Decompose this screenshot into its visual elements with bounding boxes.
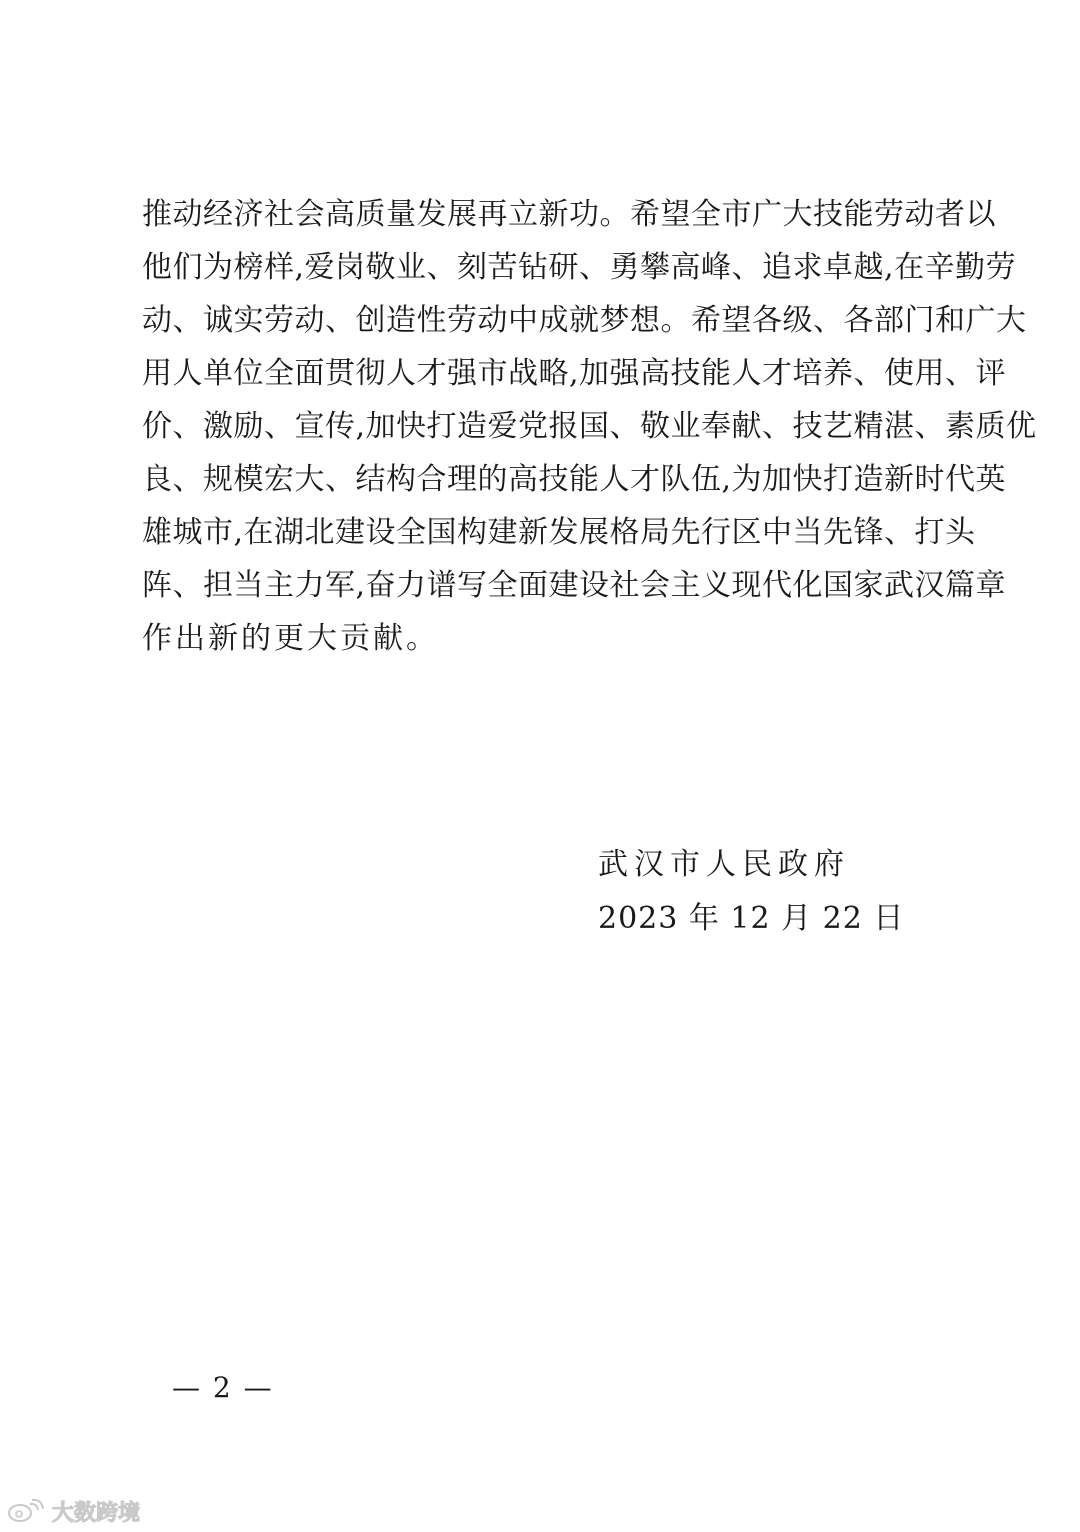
page-number: — 2 —	[172, 1371, 274, 1404]
body-line: 阵、担当主力军,奋力谱写全面建设社会主义现代化国家武汉篇章	[142, 568, 1007, 603]
body-line: 用人单位全面贯彻人才强市战略,加强高技能人才培养、使用、评	[142, 356, 1007, 391]
issuing-organization: 武汉市人民政府	[598, 847, 850, 882]
body-line: 推动经济社会高质量发展再立新功。希望全市广大技能劳动者以	[142, 197, 996, 232]
issue-date: 2023 年 12 月 22 日	[598, 901, 905, 936]
body-line-last: 作出新的更大贡献。	[142, 621, 439, 656]
weibo-style-logo-icon	[6, 1498, 46, 1524]
body-line: 价、激励、宣传,加快打造爱党报国、敬业奉献、技艺精湛、素质优	[142, 409, 1037, 444]
body-line: 他们为榜样,爱岗敬业、刻苦钻研、勇攀高峰、追求卓越,在辛勤劳	[142, 250, 1017, 285]
watermark-text: 大数跨境	[52, 1500, 141, 1526]
body-line: 雄城市,在湖北建设全国构建新发展格局先行区中当先锋、打头	[142, 515, 976, 550]
body-paragraph	[142, 188, 1037, 665]
body-line: 良、规模宏大、结构合理的高技能人才队伍,为加快打造新时代英	[142, 462, 1007, 497]
watermark	[6, 1496, 140, 1526]
signature-block	[598, 838, 905, 946]
body-line: 动、诚实劳动、创造性劳动中成就梦想。希望各级、各部门和广大	[142, 303, 1027, 338]
